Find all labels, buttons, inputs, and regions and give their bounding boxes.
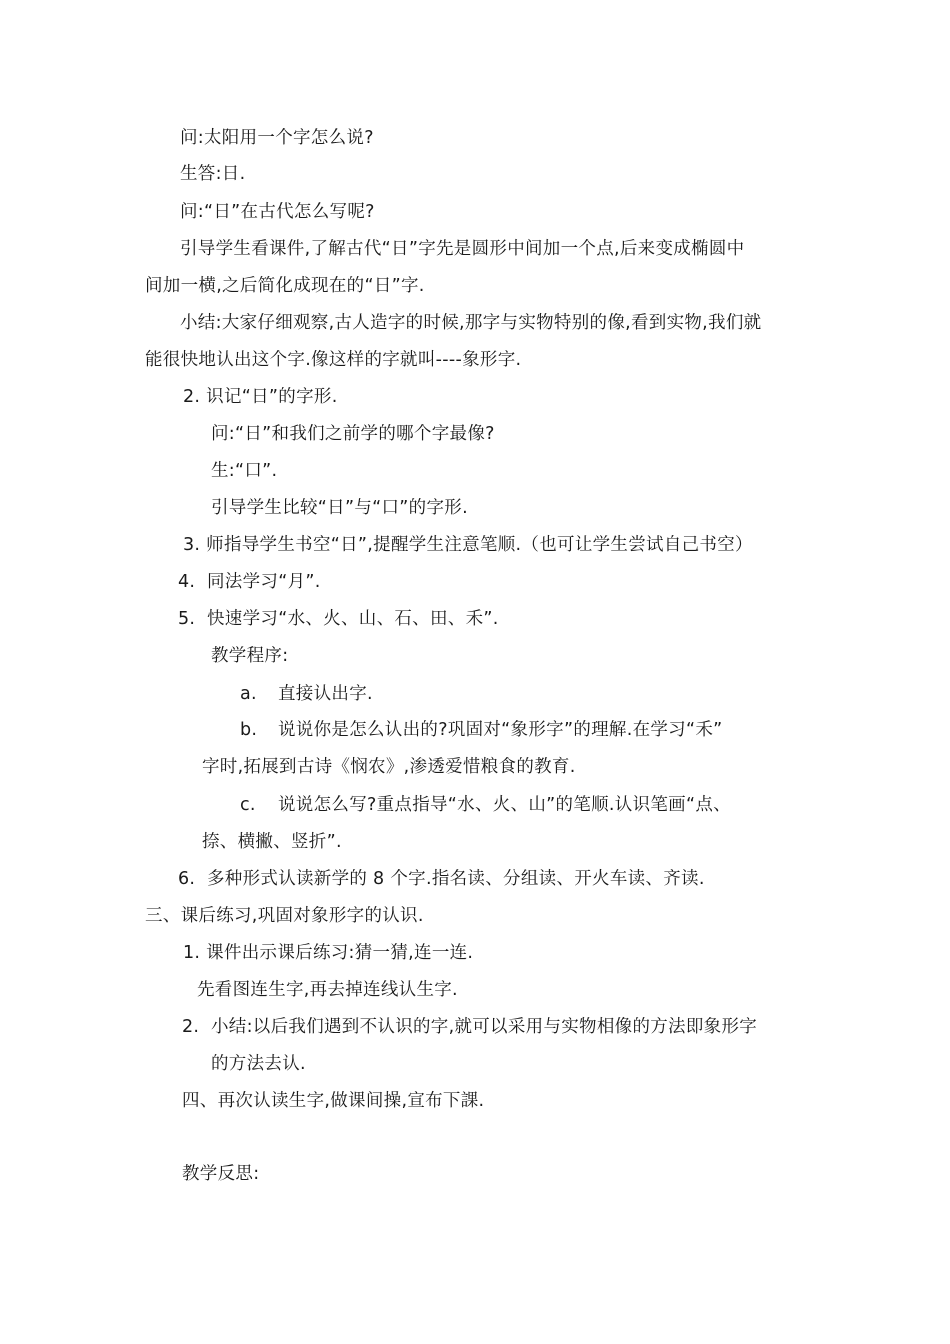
list-marker: b. <box>240 720 258 740</box>
list-item-text: 直接认出字. <box>278 684 373 704</box>
list-item <box>178 867 705 891</box>
section-heading: 教学反思: <box>182 1164 260 1184</box>
section-heading: 四、再次认读生字,做课间操,宣布下課. <box>182 1091 485 1111</box>
list-marker: a. <box>240 684 257 704</box>
text-line: 小结:大家仔细观察,古人造字的时候,那字与实物特别的像,看到实物,我们就 <box>180 313 762 333</box>
list-item-text: 多种形式认读新学的 8 个字.指名读、分组读、开火车读、齐读. <box>207 869 705 889</box>
text-line: 间加一横,之后简化成现在的“日”字. <box>145 276 425 296</box>
list-item <box>240 718 723 742</box>
list-marker: c. <box>240 795 256 815</box>
text-line: 能很快地认出这个字.像这样的字就叫----象形字. <box>145 350 522 370</box>
list-item <box>182 1015 758 1039</box>
text-line: 教学程序: <box>211 646 289 666</box>
text-line: 问:“日”和我们之前学的哪个字最像? <box>211 424 495 444</box>
list-marker: 6. <box>178 869 196 889</box>
text-line: 问:“日”在古代怎么写呢? <box>180 202 375 222</box>
list-item <box>178 570 321 594</box>
list-marker: 4. <box>178 572 196 592</box>
list-item <box>178 607 499 631</box>
list-item <box>240 682 373 706</box>
list-item-text: 说说怎么写?重点指导“水、火、山”的笔顺.认识笔画“点、 <box>278 795 731 815</box>
text-line: 字时,拓展到古诗《悯农》,渗透爱惜粮食的教育. <box>202 757 576 777</box>
text-line: 捺、横撇、竖折”. <box>202 832 342 852</box>
text-line: 引导学生看课件,了解古代“日”字先是圆形中间加一个点,后来变成椭圆中 <box>180 239 745 259</box>
list-item-text: 小结:以后我们遇到不认识的字,就可以采用与实物相像的方法即象形字 <box>211 1017 758 1037</box>
list-marker: 2. <box>182 1017 200 1037</box>
text-line: 的方法去认. <box>211 1054 306 1074</box>
list-item: 3. 师指导学生书空“日”,提醒学生注意笔顺.（也可让学生尝试自己书空） <box>183 535 753 555</box>
list-item: 1. 课件出示课后练习:猜一猜,连一连. <box>183 943 474 963</box>
list-item: 2. 识记“日”的字形. <box>183 387 338 407</box>
text-line: 先看图连生字,再去掉连线认生字. <box>197 980 458 1000</box>
list-item-text: 同法学习“月”. <box>207 572 321 592</box>
list-item <box>240 793 731 817</box>
list-item-text: 说说你是怎么认出的?巩固对“象形字”的理解.在学习“禾” <box>278 720 723 740</box>
text-line: 问:太阳用一个字怎么说? <box>180 128 374 148</box>
list-marker: 5. <box>178 609 196 629</box>
section-heading: 三、课后练习,巩固对象形字的认识. <box>145 906 424 926</box>
text-line: 生:“口”. <box>211 461 278 481</box>
text-line: 引导学生比较“日”与“口”的字形. <box>211 498 468 518</box>
text-line: 生答:日. <box>180 164 246 184</box>
list-item-text: 快速学习“水、火、山、石、田、禾”. <box>207 609 499 629</box>
